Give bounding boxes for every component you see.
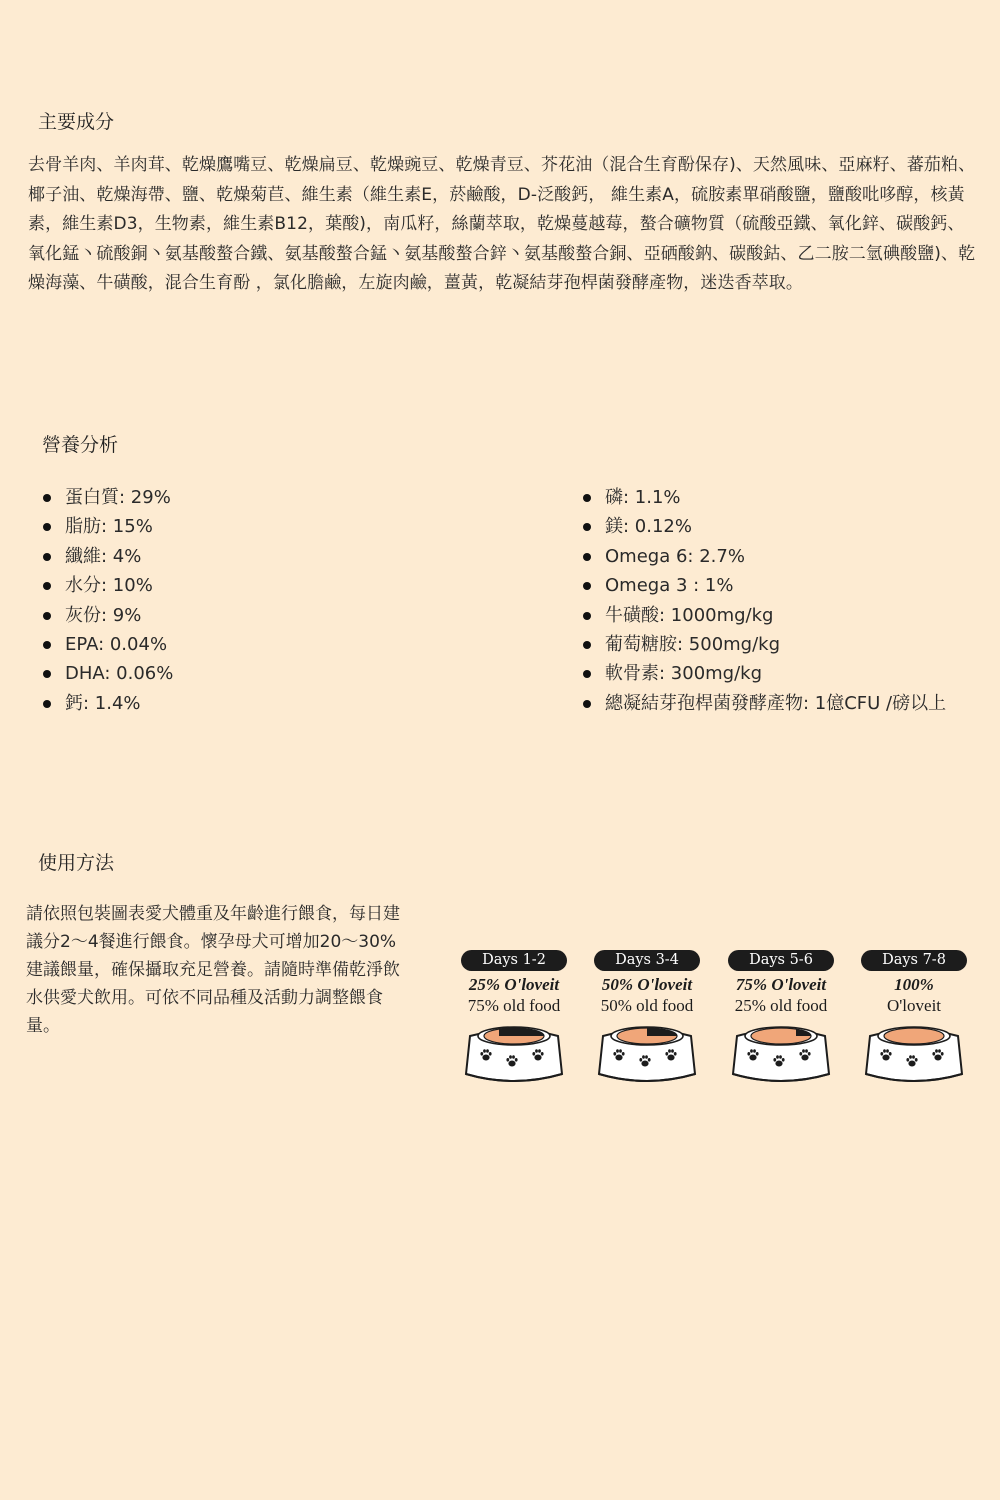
nutrition-item: DHA: 0.06% <box>40 659 173 688</box>
paw-toe <box>535 1049 538 1053</box>
paw-toe <box>883 1049 886 1053</box>
paw-toe <box>645 1055 648 1059</box>
day-main-ratio: 50% O'loveit <box>601 975 693 994</box>
day-main-ratio: 100% <box>894 975 934 994</box>
day-main-ratio: 75% O'loveit <box>735 975 827 994</box>
paw-toe <box>886 1049 889 1053</box>
paw-toe <box>799 1052 802 1056</box>
paw-toe <box>941 1052 944 1056</box>
paw-toe <box>489 1052 492 1056</box>
ingredients-title: 主要成分 <box>38 111 115 133</box>
nutrition-item: 牛磺酸: 1000mg/kg <box>580 601 946 630</box>
nutrition-item: 蛋白質: 29% <box>40 483 173 512</box>
transition-day-1 <box>459 950 569 1016</box>
day-sub-ratio: O'loveit <box>886 996 942 1015</box>
paw-toe <box>747 1052 750 1056</box>
paw-pad <box>801 1055 808 1061</box>
paw-pad <box>749 1055 756 1061</box>
nutrition-item: 磷: 1.1% <box>580 483 946 512</box>
paw-pad <box>615 1055 622 1061</box>
paw-toe <box>674 1052 677 1056</box>
paw-pad <box>908 1061 915 1067</box>
dog-bowl-icon <box>597 1022 697 1084</box>
usage-title: 使用方法 <box>38 852 115 874</box>
paw-toe <box>808 1052 811 1056</box>
nutrition-item: Omega 3 : 1% <box>580 571 946 600</box>
paw-pad <box>667 1055 674 1061</box>
paw-toe <box>483 1049 486 1053</box>
paw-pad <box>482 1055 489 1061</box>
dog-bowl-icon <box>731 1022 831 1084</box>
paw-pad <box>641 1061 648 1067</box>
new-food-portion <box>884 1028 944 1044</box>
paw-toe <box>668 1049 671 1053</box>
paw-toe <box>753 1049 756 1053</box>
nutrition-item: Omega 6: 2.7% <box>580 542 946 571</box>
day-label: Days 3-4 <box>594 950 700 971</box>
paw-toe <box>932 1052 935 1056</box>
paw-toe <box>671 1049 674 1053</box>
paw-toe <box>648 1058 651 1062</box>
paw-toe <box>538 1049 541 1053</box>
paw-toe <box>935 1049 938 1053</box>
paw-toe <box>665 1052 668 1056</box>
day-sub-ratio: 75% old food <box>467 996 561 1015</box>
paw-toe <box>906 1058 909 1062</box>
paw-toe <box>802 1049 805 1053</box>
paw-pad <box>534 1055 541 1061</box>
paw-toe <box>779 1055 782 1059</box>
paw-toe <box>756 1052 759 1056</box>
paw-toe <box>912 1055 915 1059</box>
paw-toe <box>750 1049 753 1053</box>
nutrition-item: EPA: 0.04% <box>40 630 173 659</box>
paw-toe <box>776 1055 779 1059</box>
nutrition-list-right <box>580 483 946 718</box>
paw-toe <box>642 1055 645 1059</box>
paw-toe <box>509 1055 512 1059</box>
paw-toe <box>619 1049 622 1053</box>
dog-bowl-icon <box>864 1022 964 1084</box>
transition-day-2 <box>592 950 702 1016</box>
paw-toe <box>532 1052 535 1056</box>
day-sub-ratio: 50% old food <box>600 996 694 1015</box>
paw-toe <box>506 1058 509 1062</box>
paw-toe <box>480 1052 483 1056</box>
paw-toe <box>782 1058 785 1062</box>
nutrition-list-left <box>40 483 173 718</box>
day-label: Days 5-6 <box>728 950 834 971</box>
paw-toe <box>880 1052 883 1056</box>
nutrition-item: 鈣: 1.4% <box>40 689 173 718</box>
paw-toe <box>512 1055 515 1059</box>
day-label: Days 7-8 <box>861 950 967 971</box>
dog-bowl-icon <box>464 1022 564 1084</box>
paw-toe <box>622 1052 625 1056</box>
paw-toe <box>915 1058 918 1062</box>
paw-toe <box>541 1052 544 1056</box>
transition-day-4 <box>859 950 969 1016</box>
paw-toe <box>805 1049 808 1053</box>
day-main-ratio: 25% O'loveit <box>468 975 560 994</box>
nutrition-item: 總凝結芽孢桿菌發酵產物: 1億CFU /磅以上 <box>580 689 946 718</box>
nutrition-item: 灰份: 9% <box>40 601 173 630</box>
nutrition-item: 脂肪: 15% <box>40 512 173 541</box>
nutrition-item: 葡萄糖胺: 500mg/kg <box>580 630 946 659</box>
nutrition-title: 營養分析 <box>42 434 119 456</box>
paw-toe <box>486 1049 489 1053</box>
paw-toe <box>889 1052 892 1056</box>
paw-toe <box>613 1052 616 1056</box>
ingredients-text: 去骨羊肉、羊肉茸、乾燥鷹嘴豆、乾燥扁豆、乾燥豌豆、乾燥青豆、芥花油（混合生育酚保存)、天然風味、亞麻籽、蕃茄粕、椰子油、乾燥海帶、鹽、乾燥菊苣、維生素（維生素E，菸鹼酸，D-泛酸鈣， 維生素A，硫胺素單硝酸鹽，鹽酸吡哆醇，核黃素，維生素D3，生物素，維生素B12，葉酸)，南瓜籽，絲蘭萃取，乾燥蔓越莓，螯合礦物質（硫酸亞鐵、氧化鋅、碳酸鈣、氧化錳丶硫酸銅丶氨基酸螯合鐵、氨基酸螯合錳丶氨基酸螯合鋅丶氨基酸螯合銅、亞硒酸鈉、碳酸鈷、乙二胺二氫碘酸鹽)、乾燥海藻、牛磺酸，混合生育酚 ，氯化膽鹼，左旋肉鹼，薑黃，乾凝結芽孢桿菌發酵產物，迷迭香萃取。 <box>28 155 976 294</box>
paw-pad <box>508 1061 515 1067</box>
day-sub-ratio: 25% old food <box>734 996 828 1015</box>
nutrition-item: 纖維: 4% <box>40 542 173 571</box>
nutrition-item: 軟骨素: 300mg/kg <box>580 659 946 688</box>
paw-toe <box>515 1058 518 1062</box>
paw-toe <box>909 1055 912 1059</box>
nutrition-item: 鎂: 0.12% <box>580 512 946 541</box>
paw-toe <box>773 1058 776 1062</box>
paw-toe <box>938 1049 941 1053</box>
usage-text: 請依照包裝圖表愛犬體重及年齡進行餵食，每日建議分2～4餐進行餵食。懷孕母犬可增加20～30%建議餵量，確保攝取充足營養。請隨時準備乾淨飲水供愛犬飲用。可依不同品種及活動力調整餵食量。 <box>26 904 400 1036</box>
day-label: Days 1-2 <box>461 950 567 971</box>
transition-day-3 <box>726 950 836 1016</box>
paw-toe <box>639 1058 642 1062</box>
nutrition-item: 水分: 10% <box>40 571 173 600</box>
paw-toe <box>616 1049 619 1053</box>
paw-pad <box>775 1061 782 1067</box>
paw-pad <box>934 1055 941 1061</box>
paw-pad <box>882 1055 889 1061</box>
